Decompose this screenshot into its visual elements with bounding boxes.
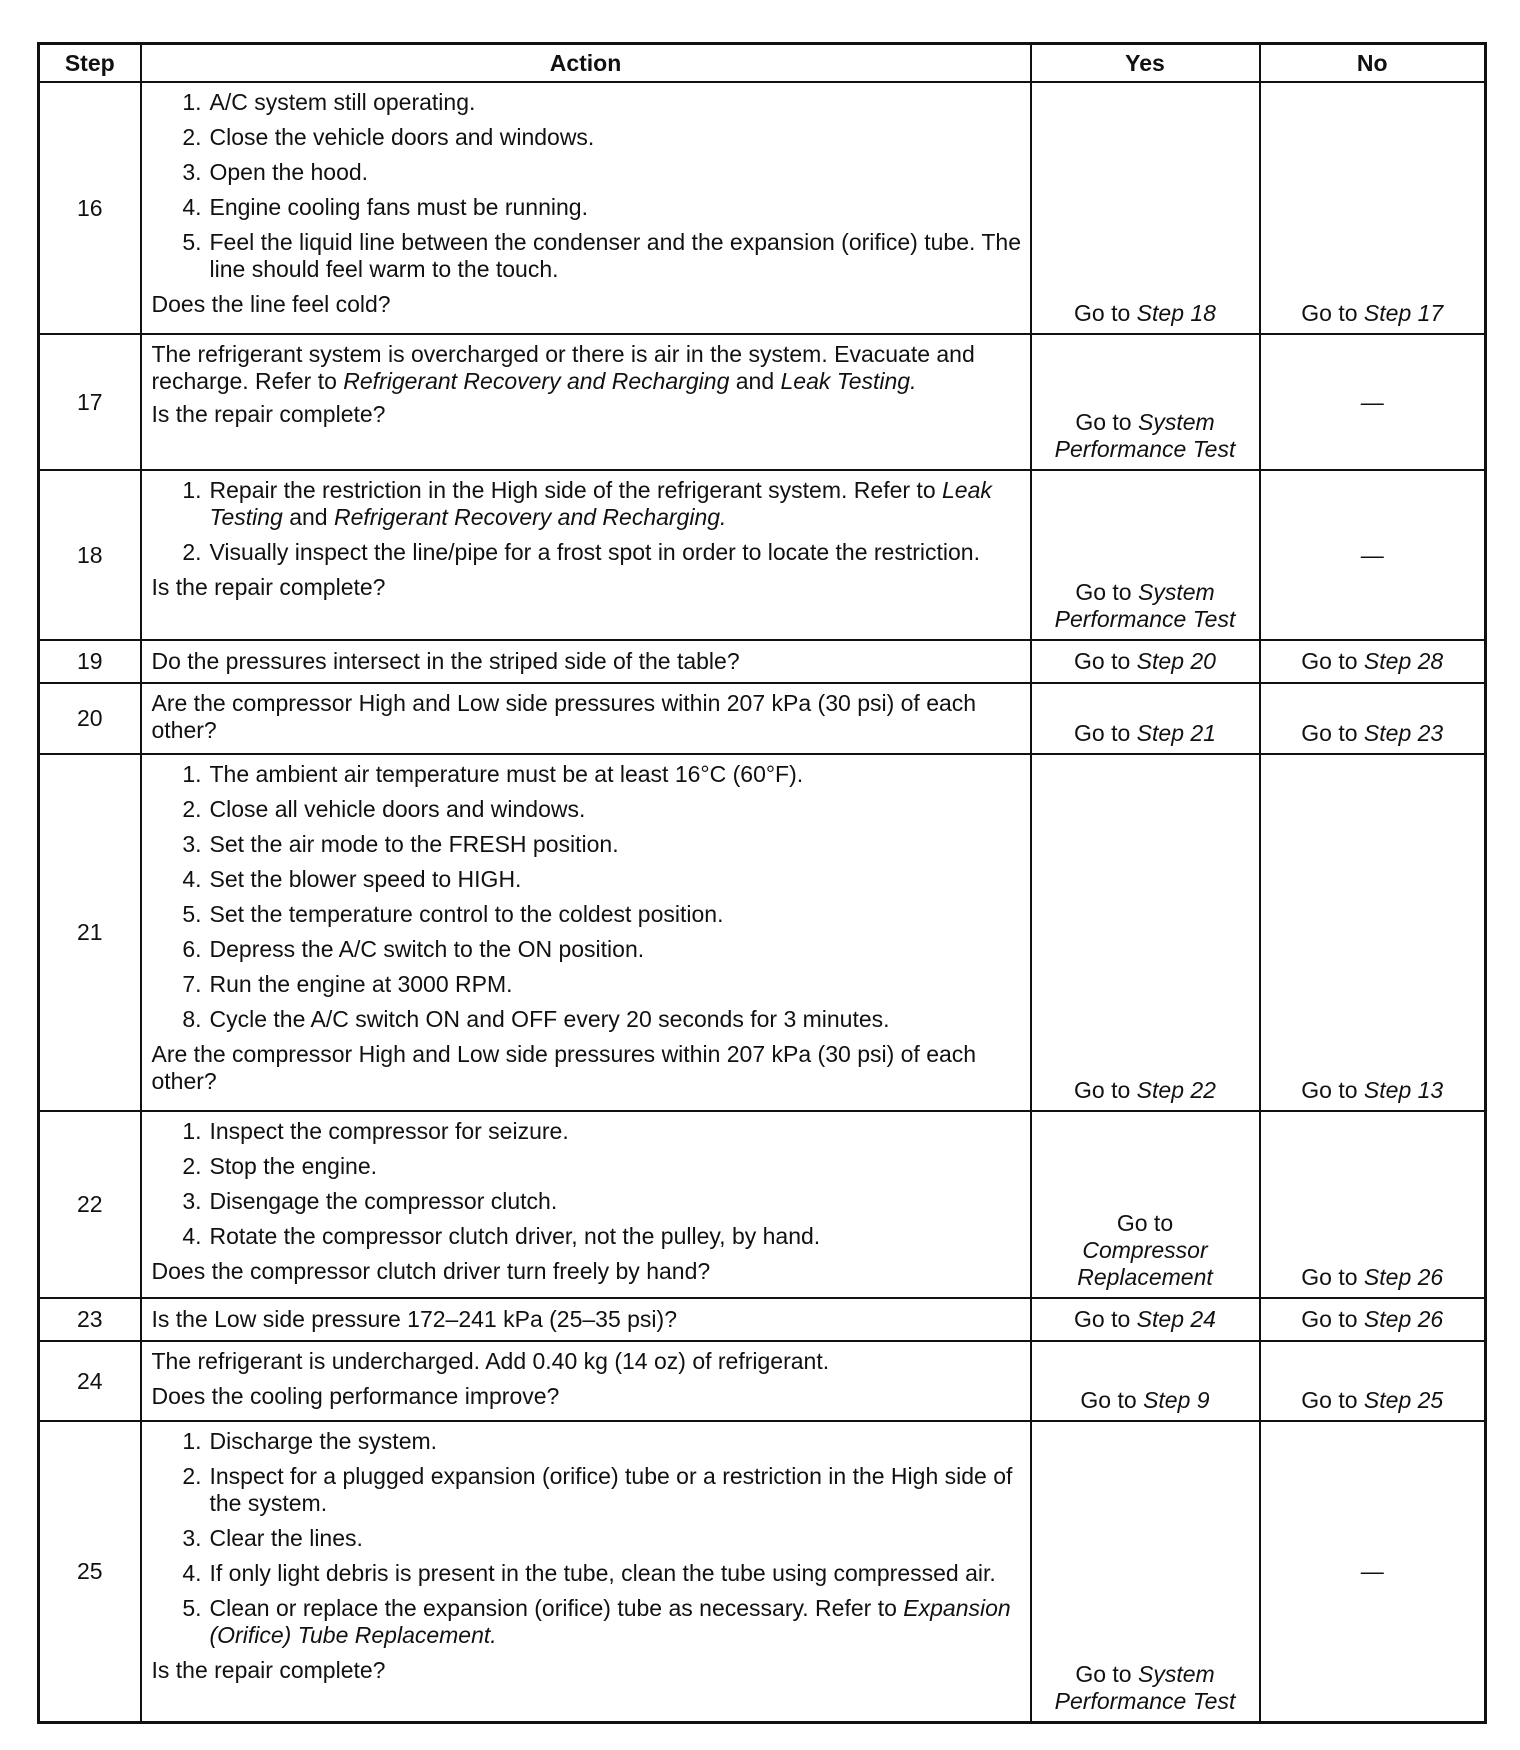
action-list [152, 1428, 1022, 1649]
reference-link[interactable]: Performance Test [1054, 606, 1236, 632]
action-cell [141, 1421, 1031, 1722]
action-list [152, 1118, 1022, 1250]
list-item: 4. Engine cooling fans must be running. [182, 194, 588, 220]
list-item: 2. Close all vehicle doors and windows. [182, 796, 586, 822]
action-list [152, 477, 1022, 566]
list-item: 1. The ambient air temperature must be at least 16°C (60°F). [182, 761, 804, 787]
list-item: 4. Rotate the compressor clutch driver, not the pulley, by hand. [182, 1223, 821, 1249]
step-reference-link[interactable]: Step 20 [1136, 648, 1216, 674]
step-reference-link[interactable]: Step 21 [1136, 720, 1216, 746]
list-item: 5. Clean or replace the expansion (orifice) tube as necessary. Refer to Expansion (Orifice) Tube Replacement. [182, 1595, 1011, 1648]
reference-link[interactable]: Refrigerant Recovery and Recharging [343, 368, 730, 394]
list-item: 4. Set the blower speed to HIGH. [182, 866, 522, 892]
list-item: 3. Open the hood. [182, 159, 369, 185]
list-item: 1. Discharge the system. [182, 1428, 438, 1454]
no-cell: Go to Step 13 [1260, 754, 1486, 1111]
yes-cell: Go to System Performance Test [1031, 1421, 1260, 1722]
no-cell: Go to Step 26 [1260, 1298, 1486, 1341]
list-item: 1. A/C system still operating. [182, 89, 476, 115]
reference-link[interactable]: Leak Testing. [780, 368, 917, 394]
question: Does the compressor clutch driver turn freely by hand? [151, 1258, 711, 1284]
reference-link[interactable]: Replacement [1077, 1264, 1213, 1290]
header-action: Action [141, 44, 1031, 83]
header-no: No [1260, 44, 1486, 83]
action-list [152, 761, 1022, 1033]
question: Do the pressures intersect in the striped side of the table? [151, 648, 740, 674]
reference-link[interactable]: Performance Test [1054, 1687, 1236, 1714]
no-cell: Go to Step 28 [1260, 640, 1486, 683]
step-number: 16 [39, 82, 141, 334]
diagnostic-table [37, 42, 1487, 1724]
question: Are the compressor High and Low side pressures within 207 kPa (30 psi) of each other? [151, 690, 977, 743]
no-cell: — [1260, 1421, 1486, 1722]
list-item: 1. Repair the restriction in the High side of the refrigerant system. Refer to Leak Testing and Refrigerant Recovery and Recharging. [182, 477, 992, 530]
list-item: 2. Visually inspect the line/pipe for a frost spot in order to locate the restriction. [182, 539, 980, 565]
list-item: 5. Set the temperature control to the coldest position. [182, 901, 724, 927]
action-cell [141, 754, 1031, 1111]
list-item: 5. Feel the liquid line between the condenser and the expansion (orifice) tube. The line should feel warm to the touch. [182, 229, 1021, 282]
step-reference-link[interactable]: Step 13 [1363, 1077, 1444, 1103]
table-header-row [39, 44, 1486, 83]
list-item: 3. Clear the lines. [182, 1525, 363, 1551]
step-reference-link[interactable]: Step 17 [1363, 300, 1444, 326]
list-item: 4. If only light debris is present in the tube, clean the tube using compressed air. [182, 1560, 996, 1586]
yes-cell: Go to Step 9 [1031, 1341, 1260, 1421]
reference-link[interactable]: System [1137, 579, 1215, 605]
step-reference-link[interactable]: Step 25 [1363, 1387, 1444, 1413]
no-cell: Go to Step 25 [1260, 1341, 1486, 1421]
step-reference-link[interactable]: Step 22 [1136, 1077, 1216, 1103]
step-number: 19 [39, 640, 141, 683]
no-cell: — [1260, 334, 1486, 470]
list-item: 3. Set the air mode to the FRESH position. [182, 831, 619, 857]
reference-link[interactable]: Refrigerant Recovery and Recharging. [333, 504, 727, 530]
reference-link[interactable]: Compressor [1082, 1237, 1208, 1263]
no-cell: Go to Step 26 [1260, 1111, 1486, 1298]
step-reference-link[interactable]: Step 9 [1143, 1387, 1210, 1413]
action-cell [141, 334, 1031, 470]
question: Is the Low side pressure 172–241 kPa (25–35 psi)? [151, 1306, 677, 1332]
list-item: 8. Cycle the A/C switch ON and OFF every 20 seconds for 3 minutes. [182, 1006, 890, 1032]
yes-cell: Go to System Performance Test [1031, 470, 1260, 640]
reference-link[interactable]: Expansion (Orifice) Tube Replacement. [209, 1595, 1011, 1648]
step-number: 23 [39, 1298, 141, 1341]
list-item: 1. Inspect the compressor for seizure. [182, 1118, 569, 1144]
yes-cell: Go to Step 22 [1031, 754, 1260, 1111]
step-number: 17 [39, 334, 141, 470]
yes-cell: Go to System Performance Test [1031, 334, 1260, 470]
question: Is the repair complete? [151, 1657, 386, 1683]
action-cell [141, 82, 1031, 334]
header-yes: Yes [1031, 44, 1260, 83]
list-item: 3. Disengage the compressor clutch. [182, 1188, 558, 1214]
table-row-step-22 [39, 1111, 1486, 1298]
question: Does the line feel cold? [151, 291, 391, 317]
question: Is the repair complete? [151, 574, 386, 600]
step-number: 22 [39, 1111, 141, 1298]
step-reference-link[interactable]: Step 24 [1136, 1306, 1216, 1332]
yes-cell: Go to Step 21 [1031, 683, 1260, 754]
action-cell [141, 1341, 1031, 1421]
step-number: 20 [39, 683, 141, 754]
reference-link[interactable]: Leak Testing [209, 477, 992, 530]
header-step: Step [39, 44, 141, 83]
no-cell: Go to Step 17 [1260, 82, 1486, 334]
action-cell [141, 683, 1031, 754]
no-cell: — [1260, 470, 1486, 640]
step-reference-link[interactable]: Step 23 [1363, 720, 1444, 746]
step-reference-link[interactable]: Step 26 [1363, 1264, 1444, 1290]
table-row-step-16 [39, 82, 1486, 334]
question: Is the repair complete? [151, 401, 386, 427]
question: Are the compressor High and Low side pressures within 207 kPa (30 psi) of each other? [151, 1041, 977, 1094]
action-cell [141, 1111, 1031, 1298]
step-reference-link[interactable]: Step 18 [1136, 300, 1216, 326]
table-row-step-17 [39, 334, 1486, 470]
no-cell: Go to Step 23 [1260, 683, 1486, 754]
list-item: 6. Depress the A/C switch to the ON position. [182, 936, 645, 962]
action-text: The refrigerant is undercharged. Add 0.40 kg (14 oz) of refrigerant. [151, 1348, 830, 1374]
action-list [152, 89, 1022, 283]
reference-link[interactable]: System [1137, 409, 1215, 435]
action-cell [141, 1298, 1031, 1341]
step-number: 25 [39, 1421, 141, 1722]
table-row-step-18 [39, 470, 1486, 640]
yes-cell: Go to Compressor Replacement [1031, 1111, 1260, 1298]
action-cell [141, 640, 1031, 683]
list-item: 2. Close the vehicle doors and windows. [182, 124, 595, 150]
step-number: 24 [39, 1341, 141, 1421]
list-item: 7. Run the engine at 3000 RPM. [182, 971, 513, 997]
action-cell [141, 470, 1031, 640]
list-item: 2. Inspect for a plugged expansion (orifice) tube or a restriction in the High side of the system. [182, 1463, 1013, 1516]
question: Does the cooling performance improve? [151, 1383, 560, 1409]
step-number: 18 [39, 470, 141, 640]
reference-link[interactable]: Performance Test [1054, 436, 1236, 462]
table-row-step-24 [39, 1341, 1486, 1421]
yes-cell: Go to Step 24 [1031, 1298, 1260, 1341]
reference-link[interactable]: System [1137, 1660, 1215, 1687]
step-reference-link[interactable]: Step 26 [1363, 1306, 1444, 1332]
action-text: The refrigerant system is overcharged or there is air in the system. Evacuate and recharge. Refer to Refrigerant Recovery and Recharging and Leak Testing. [151, 341, 975, 394]
yes-cell: Go to Step 20 [1031, 640, 1260, 683]
step-number: 21 [39, 754, 141, 1111]
list-item: 2. Stop the engine. [182, 1153, 378, 1179]
table-row-step-23 [39, 1298, 1486, 1341]
table-row-step-21 [39, 754, 1486, 1111]
table-row-step-20 [39, 683, 1486, 754]
table-row-step-25 [39, 1421, 1486, 1722]
table-row-step-19 [39, 640, 1486, 683]
yes-cell: Go to Step 18 [1031, 82, 1260, 334]
step-reference-link[interactable]: Step 28 [1363, 648, 1444, 674]
